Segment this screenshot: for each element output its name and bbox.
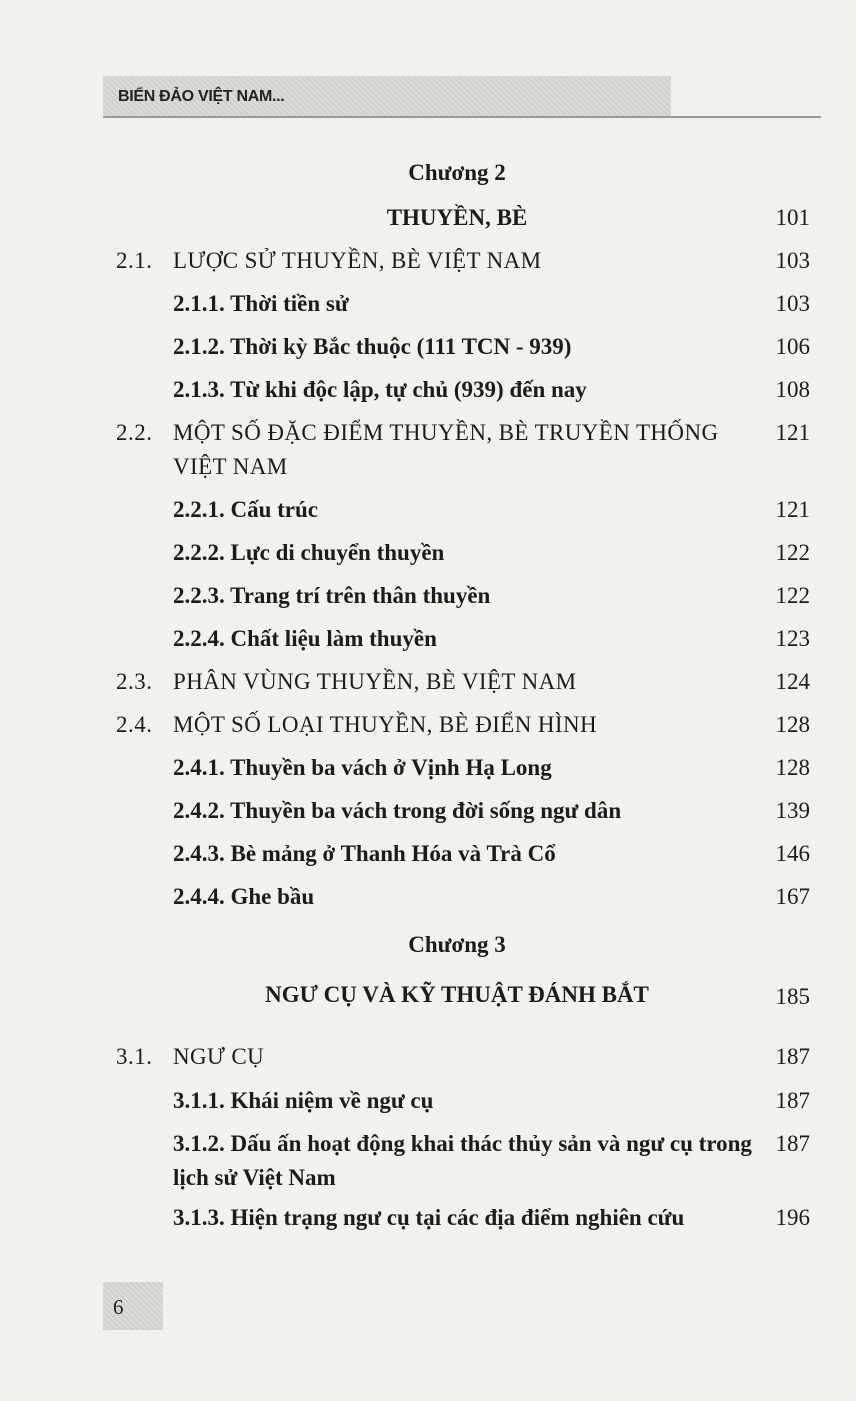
entry-title: NGƯ CỤ xyxy=(173,1044,265,1069)
toc-entry-2-2 xyxy=(0,420,856,479)
entry-page: 103 xyxy=(775,291,810,316)
entry-title: MỘT SỐ LOẠI THUYỀN, BÈ ĐIỂN HÌNH xyxy=(173,712,598,737)
chapter-2-title: THUYỀN, BÈ xyxy=(386,205,528,230)
page-number: 6 xyxy=(113,1295,124,1319)
toc-entry-2-2-2 xyxy=(0,540,856,580)
entry-title: 2.2.1. Cấu trúc xyxy=(173,497,319,522)
toc-entry-2-2-4 xyxy=(0,626,856,666)
toc-entry-2-4-1 xyxy=(0,755,856,795)
toc-entry-2-2-3 xyxy=(0,583,856,623)
entry-page: 196 xyxy=(775,1205,810,1230)
toc-entry-3-1-1 xyxy=(0,1088,856,1128)
chapter-3-title: NGƯ CỤ VÀ KỸ THUẬT ĐÁNH BẮT xyxy=(265,982,649,1007)
entry-title: 2.2.2. Lực di chuyển thuyền xyxy=(173,540,445,565)
entry-page: 121 xyxy=(775,497,810,522)
entry-title: MỘT SỐ ĐẶC ĐIỂM THUYỀN, BÈ TRUYỀN THỐNG VIỆT NAM xyxy=(173,420,719,479)
entry-title: LƯỢC SỬ THUYỀN, BÈ VIỆT NAM xyxy=(173,248,542,273)
toc-entry-2-1-3 xyxy=(0,377,856,417)
chapter-2-page: 101 xyxy=(775,205,810,230)
entry-page: 103 xyxy=(775,248,810,273)
entry-title: 2.2.3. Trang trí trên thân thuyền xyxy=(173,583,491,608)
entry-page: 167 xyxy=(775,884,810,909)
entry-page: 128 xyxy=(775,712,810,737)
running-header-title: BIỂN ĐẢO VIỆT NAM... xyxy=(118,88,285,105)
entry-page: 121 xyxy=(775,420,810,445)
entry-page: 122 xyxy=(775,540,810,565)
entry-page: 124 xyxy=(775,669,810,694)
entry-title: 2.4.3. Bè mảng ở Thanh Hóa và Trà Cổ xyxy=(173,841,556,866)
entry-title: 2.4.1. Thuyền ba vách ở Vịnh Hạ Long xyxy=(173,755,552,780)
entry-title: 3.1.1. Khái niệm về ngư cụ xyxy=(173,1088,434,1113)
entry-page: 139 xyxy=(775,798,810,823)
toc-entry-2-1 xyxy=(0,248,856,288)
page-number-band xyxy=(103,1282,163,1330)
entry-page: 123 xyxy=(775,626,810,651)
entry-page: 187 xyxy=(775,1088,810,1113)
entry-title: 3.1.3. Hiện trạng ngư cụ tại các địa điểm nghiên cứu xyxy=(173,1205,685,1230)
entry-page: 187 xyxy=(775,1131,810,1156)
entry-page: 122 xyxy=(775,583,810,608)
entry-page: 146 xyxy=(775,841,810,866)
entry-page: 106 xyxy=(775,334,810,359)
entry-title: 3.1.2. Dấu ấn hoạt động khai thác thủy sản và ngư cụ trong lịch sử Việt Nam xyxy=(173,1131,752,1190)
entry-number: 2.4. xyxy=(116,712,153,737)
toc-entry-2-2-1 xyxy=(0,497,856,537)
toc-entry-2-3 xyxy=(0,669,856,709)
entry-page: 108 xyxy=(775,377,810,402)
entry-title: 2.2.4. Chất liệu làm thuyền xyxy=(173,626,437,651)
toc-entry-2-4-3 xyxy=(0,841,856,881)
toc-entry-3-1-3 xyxy=(0,1205,856,1245)
chapter-3-label: Chương 3 xyxy=(408,932,506,957)
entry-title: 2.4.2. Thuyền ba vách trong đời sống ngư dân xyxy=(173,798,622,823)
toc-entry-2-1-1 xyxy=(0,291,856,331)
toc-entry-2-4-4 xyxy=(0,884,856,924)
chapter-3-page: 185 xyxy=(775,984,810,1009)
chapter-2-label: Chương 2 xyxy=(408,160,506,185)
toc-entry-3-1-2 xyxy=(0,1131,856,1190)
entry-title: 2.4.4. Ghe bầu xyxy=(173,884,315,909)
entry-title: 2.1.2. Thời kỳ Bắc thuộc (111 TCN - 939) xyxy=(173,334,572,359)
entry-number: 2.3. xyxy=(116,669,153,694)
entry-page: 128 xyxy=(775,755,810,780)
entry-page: 187 xyxy=(775,1044,810,1069)
toc-entry-3-1 xyxy=(0,1044,856,1084)
entry-title: PHÂN VÙNG THUYỀN, BÈ VIỆT NAM xyxy=(173,669,577,694)
toc-entry-2-4 xyxy=(0,712,856,752)
toc-entry-2-4-2 xyxy=(0,798,856,838)
entry-title: 2.1.3. Từ khi độc lập, tự chủ (939) đến nay xyxy=(173,377,587,402)
entry-title: 2.1.1. Thời tiền sử xyxy=(173,291,349,316)
entry-number: 2.1. xyxy=(116,248,153,273)
toc-entry-2-1-2 xyxy=(0,334,856,374)
entry-number: 2.2. xyxy=(116,420,153,445)
entry-number: 3.1. xyxy=(116,1044,153,1069)
